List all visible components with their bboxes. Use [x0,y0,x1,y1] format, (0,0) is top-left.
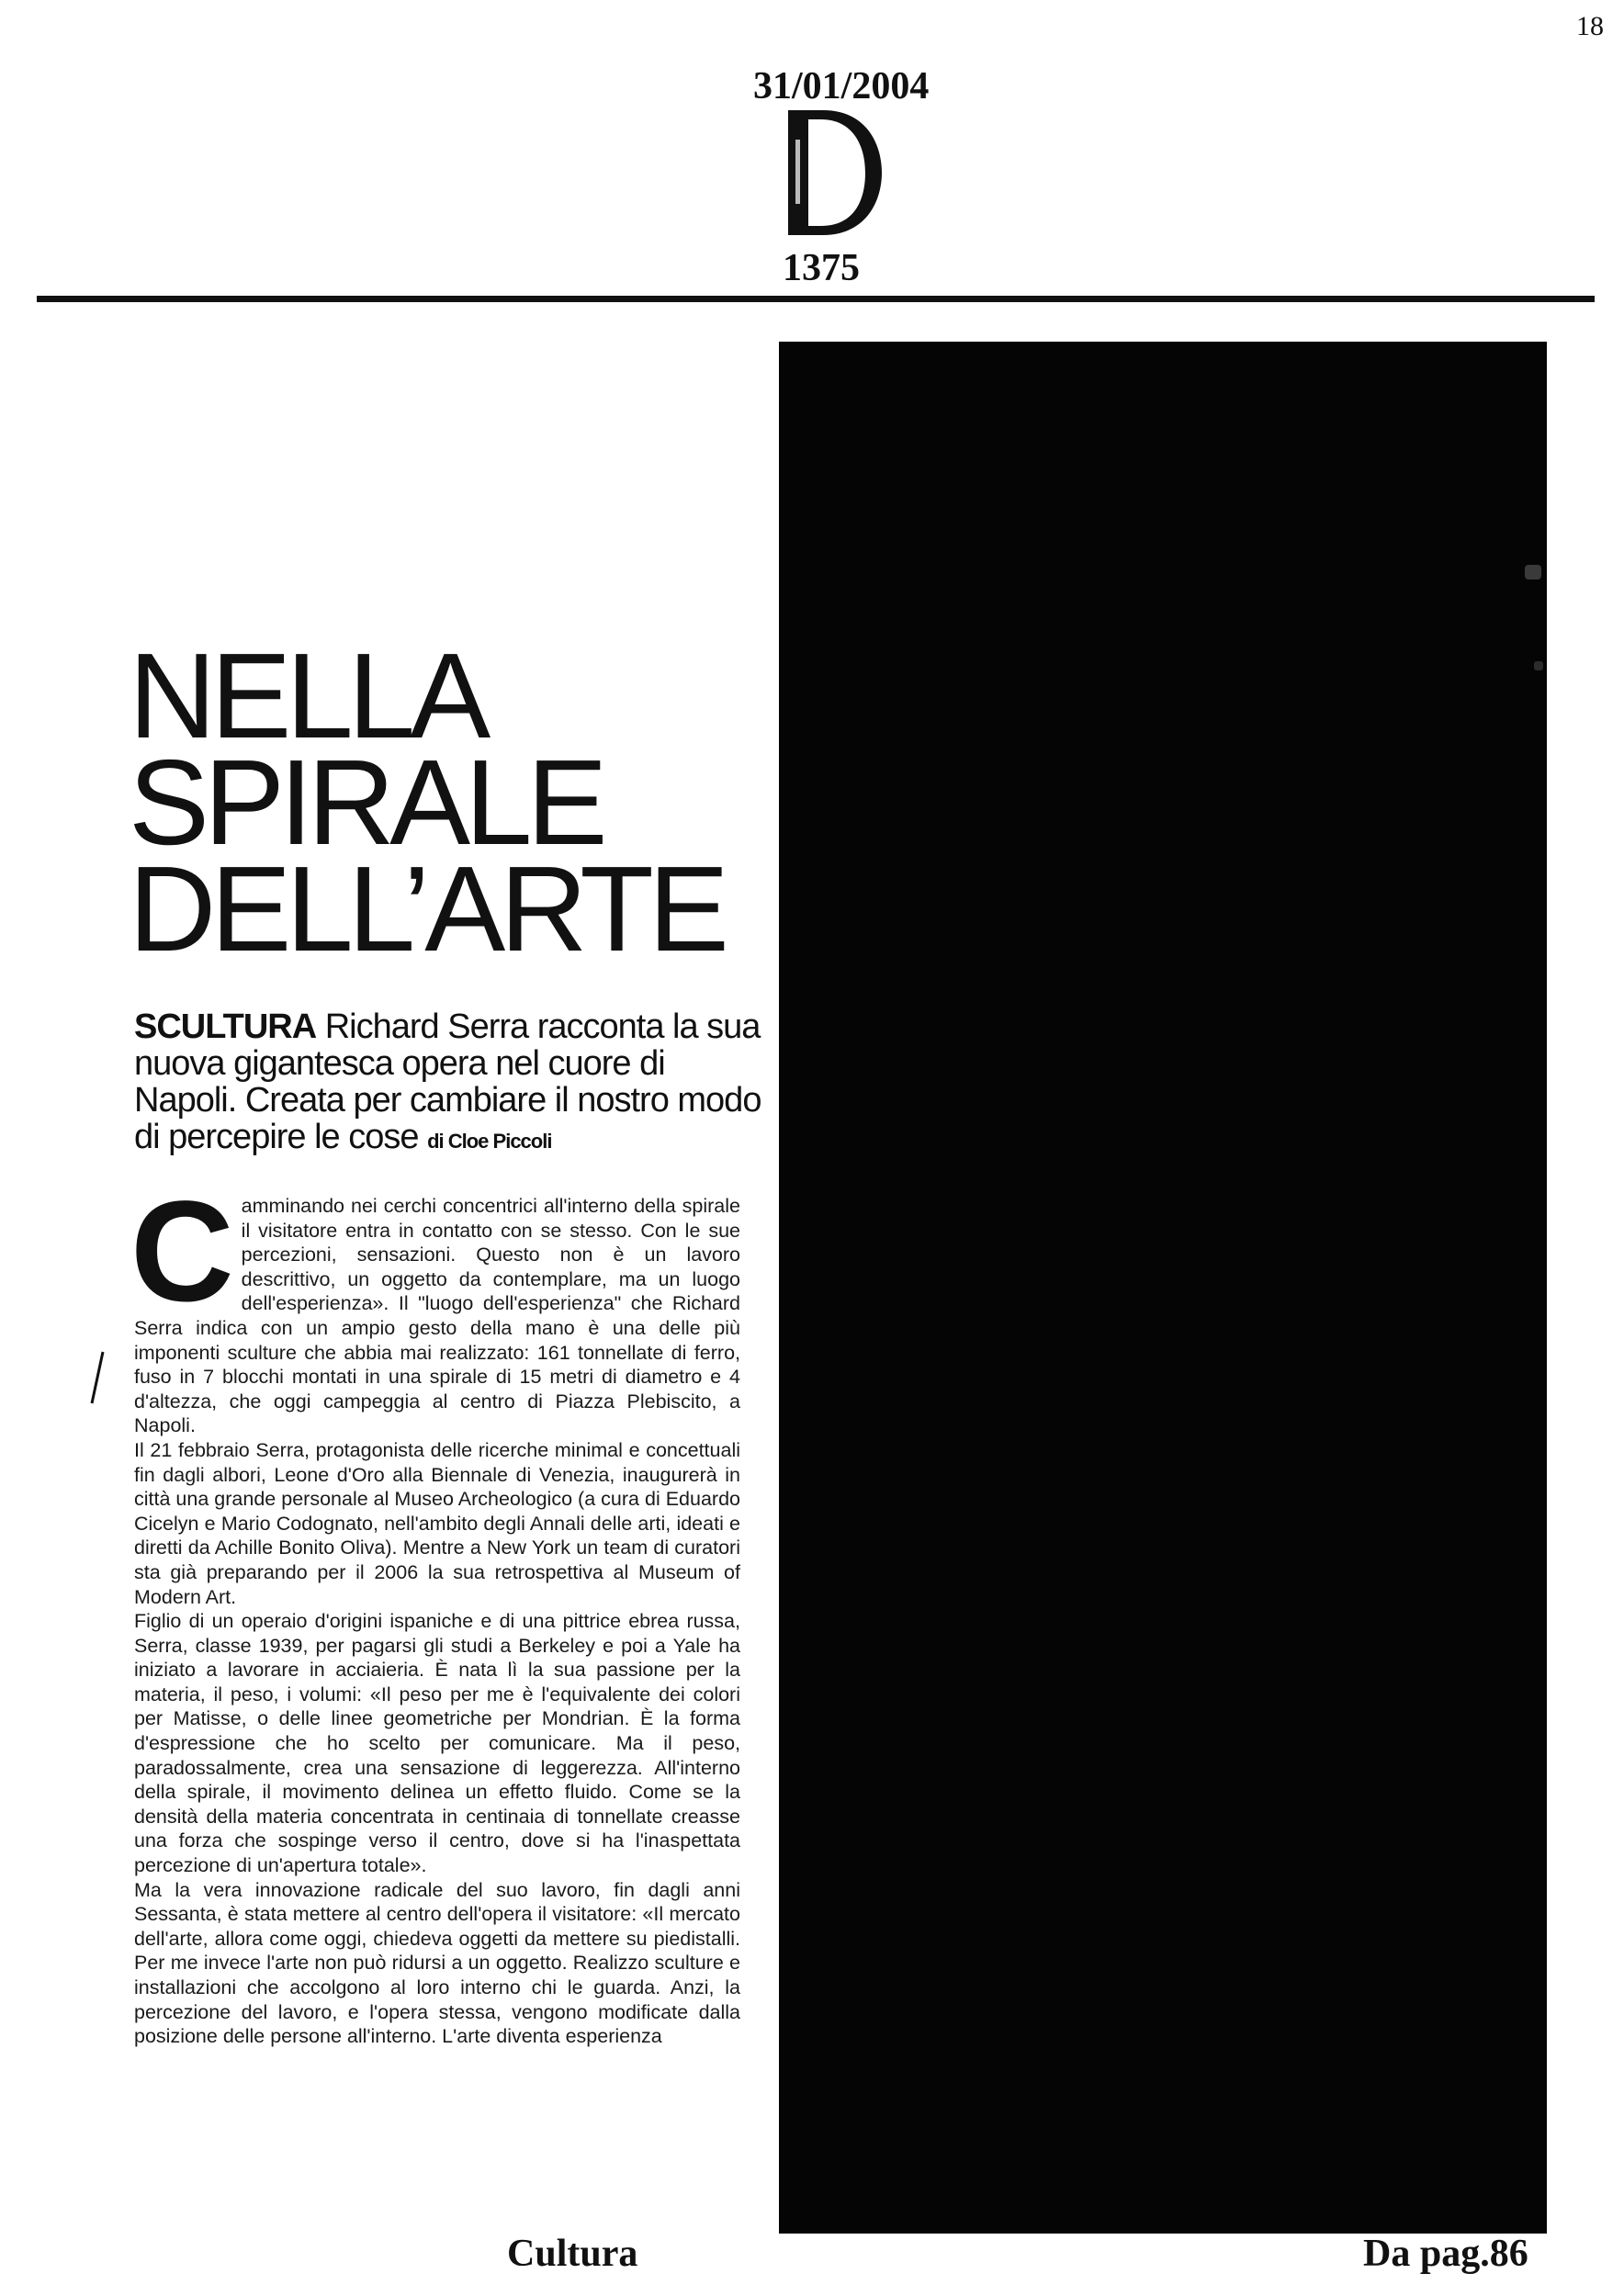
section-kicker: SCULTURA [134,1007,317,1046]
headline-line: NELLA [129,628,486,763]
deck-text: Richard Serra racconta la sua nuova gigantesca opera nel cuore di Napoli. Creata per cambiare il nostro modo di percepire le cose [134,1007,761,1156]
body-paragraph: Figlio di un operaio d'origini ispaniche e di una pittrice ebrea russa, Serra, classe 1939, per pagarsi gli studi a Berkeley e poi a Yale ha iniziato a lavorare in acciaieria. È nata lì la sua passione per la materia, il peso, i volumi: «Il peso per me è l'equivalente dei colori per Matisse, o delle linee geometriche per Mondrian. È la forma d'espressione che ho scelto per comunicare. Ma il peso, paradossalmente, crea una sensazione di leggerezza. All'interno della spirale, il movimento delinea un effetto fluido. Come se la densità della materia concentrata in centinaia di tonnellate creasse una forza che sospinge verso il centro, dove si ha l'inaspettata percezione di un'apertura totale». [134,1610,740,1877]
section-label: Cultura [507,2233,638,2275]
continuation-label: Da pag.86 [1363,2233,1528,2275]
header-rule [37,296,1595,302]
headline-line: SPIRALE [129,735,603,870]
article-deck [134,1008,768,1160]
headline-line: DELL’ARTE [129,841,724,976]
photo-detail [1525,565,1541,580]
body-paragraph: Il 21 febbraio Serra, protagonista delle ricerche minimal e concettuali fin dagli albori, Leone d'Oro alla Biennale di Venezia, inaugurerà in città una grande personale al Museo Archeologico (a cura di Eduardo Cicelyn e Mario Codognato, nell'ambito degli Annali delle arti, ideati e diretti da Achille Bonito Oliva). Mentre a New York un team di curatori sta già preparando per il 2006 la sua retrospettiva al Museum of Modern Art. [134,1438,740,1608]
body-paragraph: Ma la vera innovazione radicale del suo lavoro, fin dagli anni Sessanta, è stata mettere al centro dell'opera il visitatore: «Il mercato dell'arte, allora come oggi, chiedeva oggetti da mettere su piedistalli. Per me invece l'arte non può ridursi a un oggetto. Realizzo sculture e installazioni che accolgono al loro interno chi le guarda. Anzi, la percezione del lavoro, e l'opera stessa, vengono modificate dalla posizione delle persone all'interno. L'arte diventa esperienza [134,1878,740,2048]
byline: di Cloe Piccoli [427,1130,552,1153]
page-number: 18 [1576,11,1604,41]
headline [129,628,772,976]
drop-cap: C [130,1172,234,1332]
article-photo [779,342,1547,2234]
body-paragraph: amminando nei cerchi concentrici all'interno della spirale il visitatore entra in contatto con se stesso. Con le sue percezioni, sensazioni. Questo non è un lavoro descrittivo, un oggetto da contemplare, ma un luogo dell'esperienza». Il "luogo dell'esperienza" che Richard Serra indica con un ampio gesto della mano è una delle più imponenti sculture che abbia mai realizzato: 161 tonnellate di ferro, fuso in 7 blocchi montati in una spirale di 15 metri di diametro e 4 d'altezza, che oggi campeggia al centro di Piazza Plebiscito, a Napoli. [134,1195,740,1437]
magazine-logo [783,108,884,237]
margin-annotation-mark [88,1350,107,1405]
photo-detail [1534,661,1543,670]
issue-number: 1375 [783,247,860,289]
article-body [130,1172,740,2049]
publication-date: 31/01/2004 [753,65,930,107]
